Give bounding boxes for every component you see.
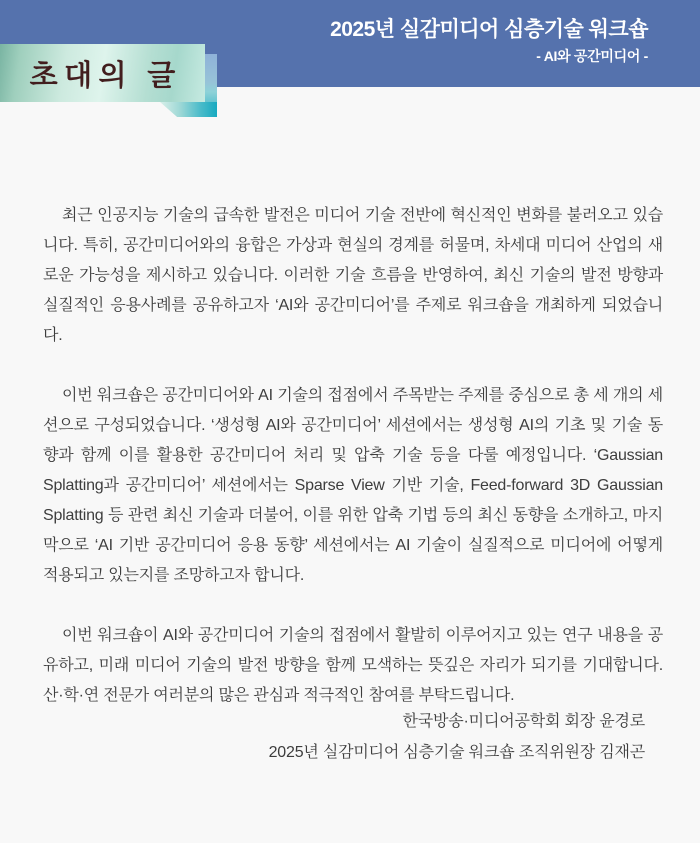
- paragraph-intro: 최근 인공지능 기술의 급속한 발전은 미디어 기술 전반에 혁신적인 변화를 불러오고 있습니다. 특히, 공간미디어와의 융합은 가상과 현실의 경계를 허물며, 차세대 미디어 산업의 새로운 가능성을 제시하고 있습니다. 이러한 기술 흐름을 반영하여, 최신 기술의 발전 방향과 실질적인 응용사례를 공유하고자 ‘AI와 공간미디어’를 주제로 워크숍을 개최하게 되었습니다.: [43, 207, 663, 344]
- workshop-title: 2025년 실감미디어 심층기술 워크숍: [330, 18, 648, 41]
- ribbon-fold-bottom: [160, 102, 217, 117]
- section-ribbon: [0, 44, 205, 102]
- signature-line-chair: 2025년 실감미디어 심층기술 워크숍 조직위원장 김재곤: [268, 744, 645, 761]
- header-text-block: [330, 18, 648, 65]
- paragraph-sessions: 이번 워크숍은 공간미디어와 AI 기술의 접점에서 주목받는 주제를 중심으로 총 세 개의 세션으로 구성되었습니다. ‘생성형 AI와 공간미디어’ 세션에서는 생성형 AI의 기초 및 기술 동향과 함께 이를 활용한 공간미디어 처리 및 압축 기술 등을 다룰 예정입니다. ‘Gaussian Splatting과 공간미디어’ 세션에서는 Sparse View 기반 기술, Feed-forward 3D Gaussian Splatting 등 관련 최신 기술과 더불어, 이를 위한 압축 기법 등의 최신 동향을 소개하고, 마지막으로 ‘AI 기반 공간미디어 응용 동향’ 세션에서는 AI 기술이 실질적으로 미디어에 어떻게 적용되고 있는지를 조망하고자 합니다.: [43, 387, 663, 584]
- paragraph-closing: 이번 워크숍이 AI와 공간미디어 기술의 접점에서 활발히 이루어지고 있는 연구 내용을 공유하고, 미래 미디어 기술의 발전 방향을 함께 모색하는 뜻깊은 자리가 되기를 기대합니다. 산·학·연 전문가 여러분의 많은 관심과 적극적인 참여를 부탁드립니다.: [43, 627, 663, 704]
- section-title: 초대의 글: [29, 59, 182, 92]
- invitation-body: [43, 201, 663, 711]
- signature-line-president: 한국방송·미디어공학회 회장 윤경로: [402, 713, 645, 730]
- workshop-subtitle: - AI와 공간미디어 -: [536, 48, 648, 64]
- signature-block: [269, 706, 645, 768]
